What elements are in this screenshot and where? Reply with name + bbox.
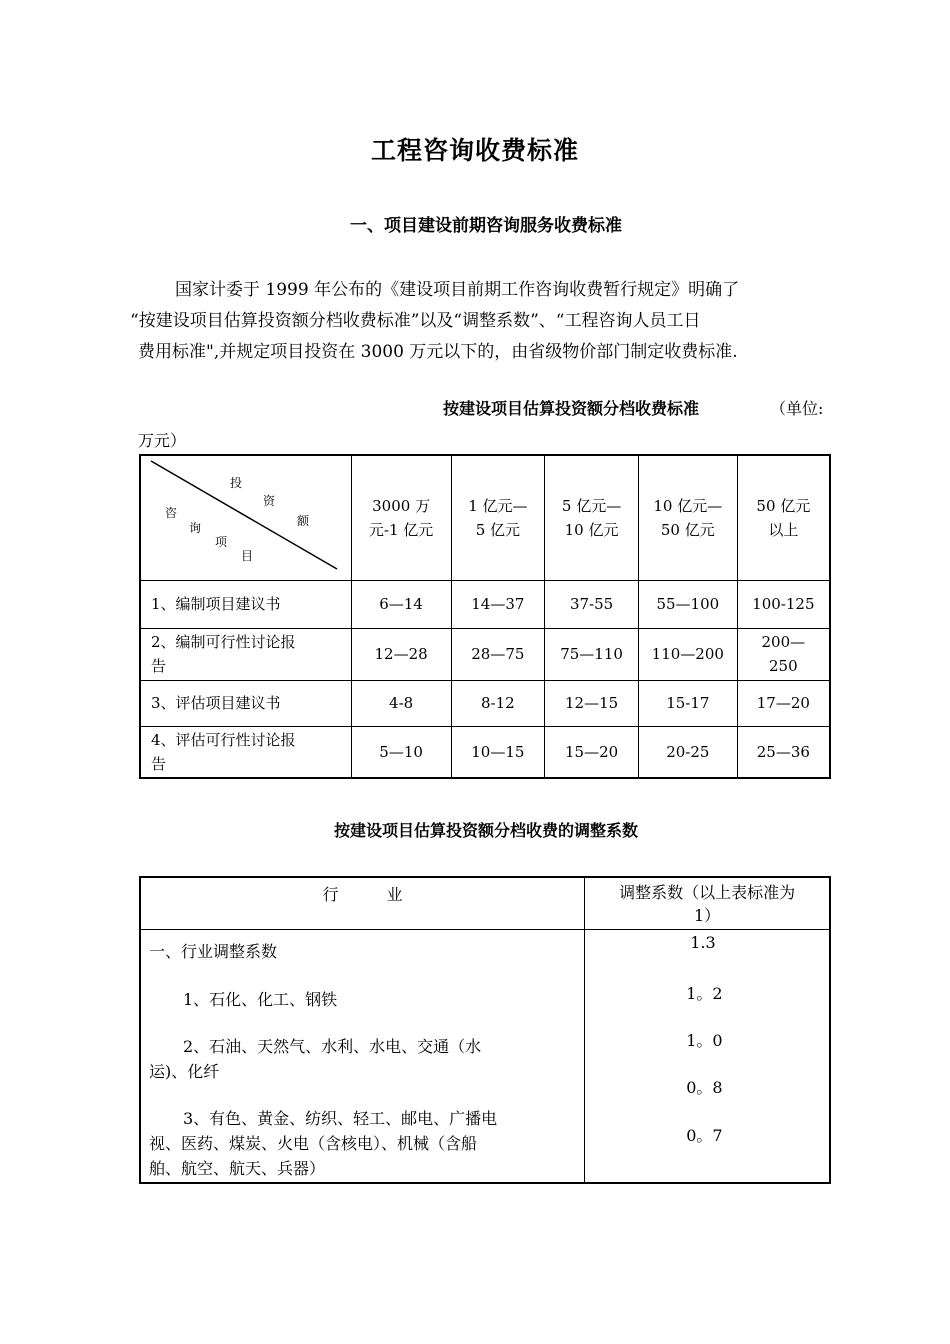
- diagonal-header-cell: [140, 455, 351, 580]
- table-header-row: [140, 877, 830, 929]
- column-header: 50 亿元 以上: [737, 455, 830, 580]
- coefficient-value: 1。0: [686, 1030, 723, 1050]
- coefficient-value: 0。7: [686, 1125, 723, 1145]
- corner-label: 投: [230, 476, 243, 490]
- row-item: 3、评估项目建议书: [140, 680, 351, 726]
- table-cell: 55—100: [638, 580, 737, 628]
- corner-label: 资: [263, 494, 276, 508]
- corner-label: 目: [241, 549, 254, 563]
- coefficient-value: 1.3: [690, 932, 716, 952]
- table-cell: 15—20: [545, 726, 639, 778]
- table-row: [140, 680, 830, 726]
- table-row: [140, 580, 830, 628]
- page-title: 工程咨询收费标准: [370, 136, 579, 165]
- industry-line: 运)、化纤: [149, 1061, 220, 1081]
- table-cell: 25—36: [737, 726, 830, 778]
- intro-line-2: “按建设项目估算投资额分档收费标准”以及“调整系数”、“工程咨询人员工日: [130, 311, 701, 331]
- row-item: 4、评估可行性讨论报 告: [140, 726, 351, 778]
- table-cell: 6—14: [351, 580, 451, 628]
- table-cell: 8-12: [451, 680, 545, 726]
- table-cell: 37-55: [545, 580, 639, 628]
- table-cell: 200— 250: [737, 628, 830, 680]
- table-cell: 12—28: [351, 628, 451, 680]
- fee-standard-table: [139, 454, 831, 779]
- table1-caption: 按建设项目估算投资额分档收费标准: [443, 399, 700, 418]
- corner-label: 咨: [165, 506, 178, 520]
- table-cell: 20-25: [638, 726, 737, 778]
- industry-line: 视、医药、煤炭、火电（含核电）、机械（含船: [149, 1133, 478, 1153]
- table-row: [140, 929, 830, 1183]
- section-heading: 一、项目建设前期咨询服务收费标准: [350, 216, 622, 236]
- table1-unit: （单位:: [770, 399, 824, 418]
- coefficient-list: [585, 929, 830, 1183]
- industry-line: 2、石油、天然气、水利、水电、交通（水: [183, 1036, 482, 1056]
- industry-line: 一、行业调整系数: [149, 941, 278, 961]
- table-cell: 4-8: [351, 680, 451, 726]
- coefficient-value: 0。8: [686, 1077, 723, 1097]
- column-header: 10 亿元— 50 亿元: [638, 455, 737, 580]
- intro-line-3: 费用标准",并规定项目投资在 3000 万元以下的，由省级物价部门制定收费标准.: [138, 342, 738, 362]
- industry-line: 舶、航空、航天、兵器）: [149, 1158, 326, 1178]
- industry-list: [140, 929, 585, 1183]
- table-cell: 12—15: [545, 680, 639, 726]
- corner-label: 询: [189, 521, 202, 535]
- industry-header: 行 业: [140, 877, 585, 929]
- corner-label: 项: [215, 535, 228, 549]
- table-cell: 17—20: [737, 680, 830, 726]
- row-item: 1、编制项目建议书: [140, 580, 351, 628]
- column-header: 5 亿元— 10 亿元: [545, 455, 639, 580]
- table-cell: 10—15: [451, 726, 545, 778]
- table1-unit-cont: 万元）: [138, 431, 187, 450]
- column-header: 3000 万 元-1 亿元: [351, 455, 451, 580]
- table-row: [140, 726, 830, 778]
- industry-line: 3、有色、黄金、纺织、轻工、邮电、广播电: [183, 1108, 498, 1128]
- intro-line-1: 国家计委于 1999 年公布的《建设项目前期工作咨询收费暂行规定》明确了: [175, 280, 740, 300]
- coefficient-value: 1。2: [686, 983, 723, 1003]
- corner-label: 额: [297, 514, 310, 528]
- table-cell: 15-17: [638, 680, 737, 726]
- coefficient-header: 调整系数（以上表标准为 1）: [585, 877, 830, 929]
- table-cell: 28—75: [451, 628, 545, 680]
- table-row: [140, 628, 830, 680]
- adjustment-coefficient-table: [139, 876, 831, 1184]
- table-cell: 75—110: [545, 628, 639, 680]
- table-header-row: [140, 455, 830, 580]
- column-header: 1 亿元— 5 亿元: [451, 455, 545, 580]
- industry-line: 1、石化、化工、钢铁: [183, 989, 338, 1009]
- row-item: 2、编制可行性讨论报 告: [140, 628, 351, 680]
- table-cell: 100-125: [737, 580, 830, 628]
- table-cell: 14—37: [451, 580, 545, 628]
- table-cell: 5—10: [351, 726, 451, 778]
- table-cell: 110—200: [638, 628, 737, 680]
- table2-caption: 按建设项目估算投资额分档收费的调整系数: [333, 821, 638, 840]
